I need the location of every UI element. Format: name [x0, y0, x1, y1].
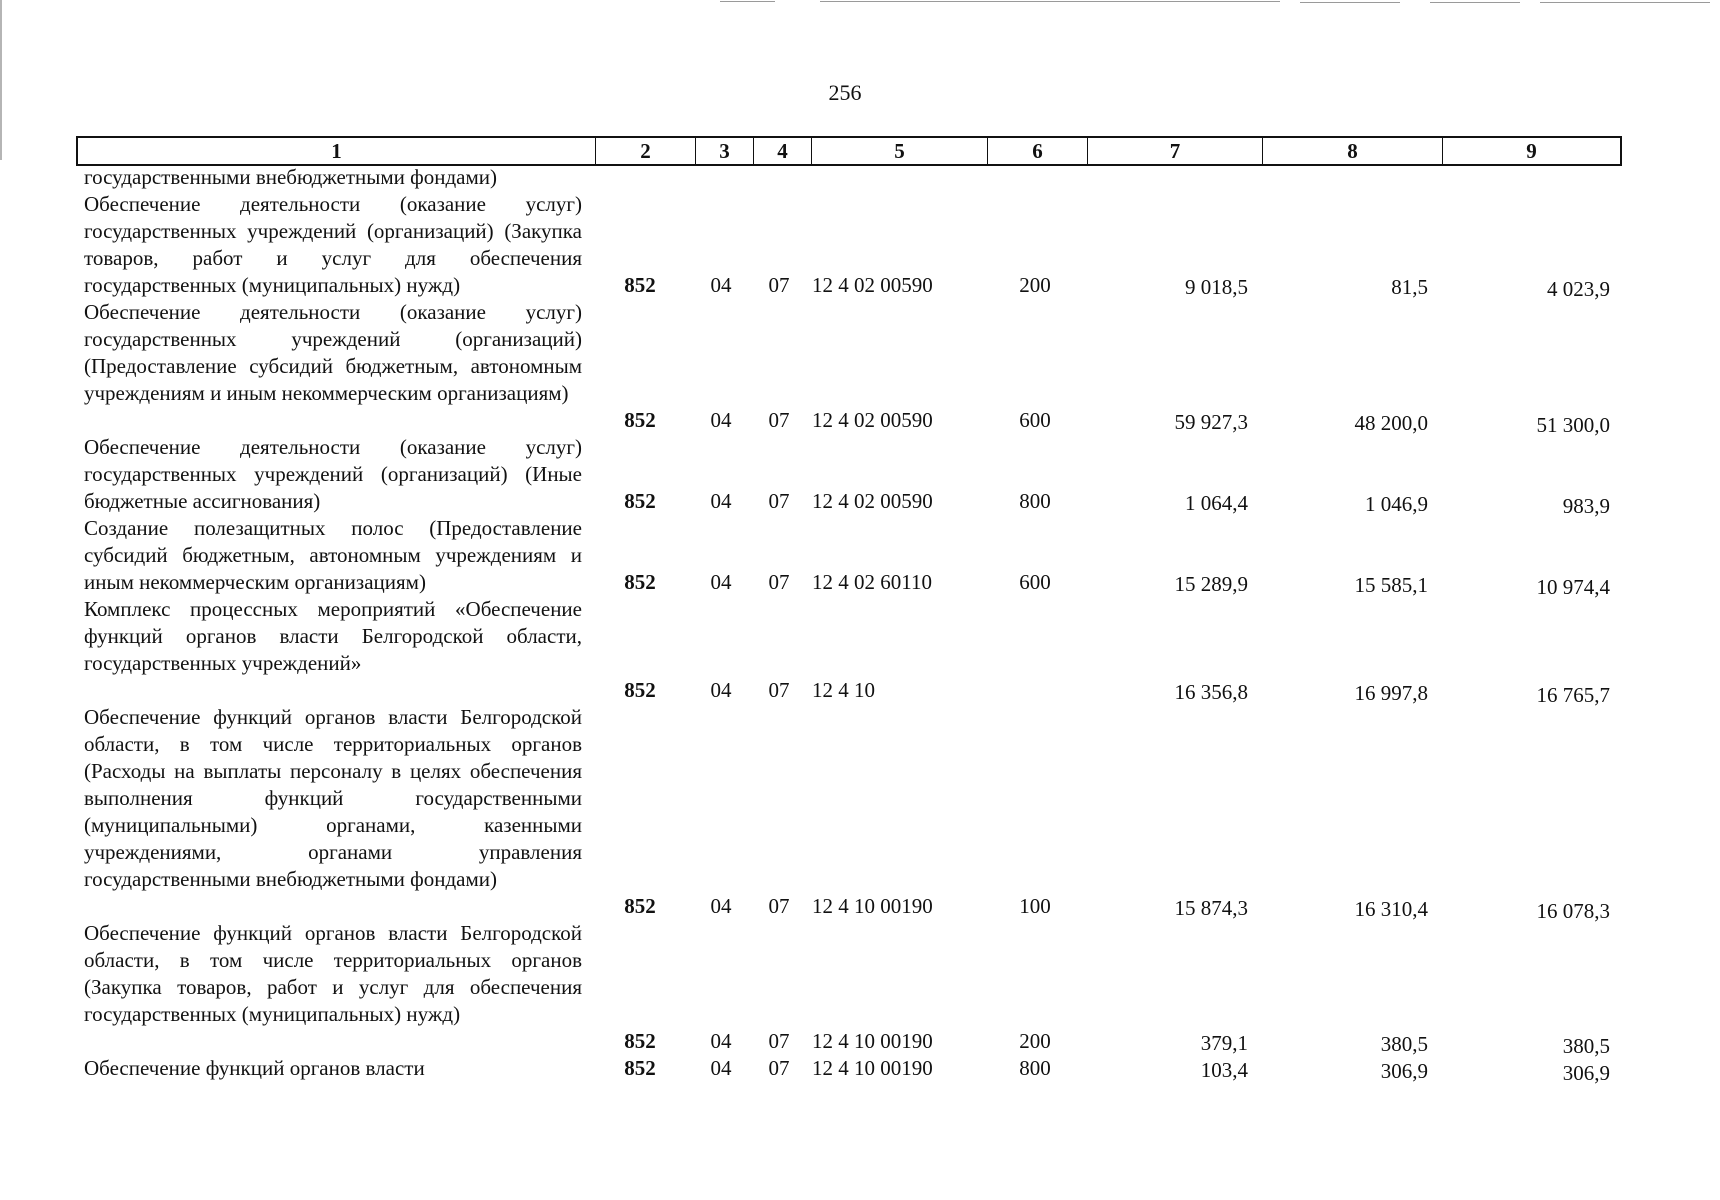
- scan-line: [820, 1, 1280, 2]
- cell-col-9: 380,5: [1562, 1034, 1610, 1058]
- cell-col-8: 15 585,1: [1354, 573, 1428, 597]
- header-cell-5: 5: [812, 138, 988, 164]
- cell-col-9: 4 023,9: [1547, 277, 1610, 301]
- cell-col-6: 200: [1019, 273, 1051, 297]
- row-description: Комплекс процессных мероприятий «Обеспечение функций органов власти Белгородской области, государственных учреждений»: [84, 597, 582, 675]
- cell-col-7: 1 064,4: [1185, 491, 1248, 515]
- cell-col-5: 12 4 02 00590: [812, 489, 933, 513]
- row-description: Обеспечение деятельности (оказание услуг) государственных учреждений (организаций) (Предоставление субсидий бюджетным, автономным учреждениям и иным некоммерческим организациям): [84, 300, 582, 405]
- cell-col-3: 04: [710, 408, 732, 432]
- header-cell-3: 3: [696, 138, 754, 164]
- cell-col-5: 12 4 10 00190: [812, 894, 933, 918]
- cell-col-9: 16 078,3: [1536, 899, 1610, 923]
- cell-col-5: 12 4 10: [812, 678, 875, 702]
- header-cell-2: 2: [596, 138, 696, 164]
- cell-col-2: 852: [624, 489, 656, 513]
- cell-col-6: 200: [1019, 1029, 1051, 1053]
- header-cell-7: 7: [1088, 138, 1263, 164]
- cell-col-6: 600: [1019, 408, 1051, 432]
- cell-col-8: 380,5: [1380, 1032, 1428, 1056]
- cell-col-8: 48 200,0: [1354, 411, 1428, 435]
- cell-col-9: 16 765,7: [1536, 683, 1610, 707]
- cell-col-2: 852: [624, 570, 656, 594]
- cell-col-2: 852: [624, 1056, 656, 1080]
- row-description: Обеспечение деятельности (оказание услуг) государственных учреждений (организаций) (Закупка товаров, работ и услуг для обеспечения государственных (муниципальных) нужд): [84, 192, 582, 297]
- cell-col-4: 07: [768, 489, 790, 513]
- cell-col-8: 306,9: [1380, 1059, 1428, 1083]
- row-description: Обеспечение функций органов власти: [84, 1056, 425, 1080]
- scan-line: [1430, 2, 1520, 3]
- scan-line: [720, 1, 775, 2]
- cell-col-7: 59 927,3: [1174, 410, 1248, 434]
- cell-col-8: 16 997,8: [1354, 681, 1428, 705]
- cell-col-5: 12 4 10 00190: [812, 1029, 933, 1053]
- cell-col-3: 04: [710, 489, 732, 513]
- cell-col-7: 379,1: [1200, 1031, 1248, 1055]
- cell-col-4: 07: [768, 1029, 790, 1053]
- cell-col-8: 81,5: [1391, 275, 1428, 299]
- cell-col-3: 04: [710, 678, 732, 702]
- cell-col-5: 12 4 02 00590: [812, 408, 933, 432]
- cell-col-7: 9 018,5: [1185, 275, 1248, 299]
- cell-col-4: 07: [768, 678, 790, 702]
- cell-col-6: 800: [1019, 489, 1051, 513]
- cell-col-6: 600: [1019, 570, 1051, 594]
- cell-col-7: 15 289,9: [1174, 572, 1248, 596]
- row-description: Обеспечение функций органов власти Белгородской области, в том числе территориальных органов (Расходы на выплаты персоналу в целях обеспечения выполнения функций государственными (муниципальными) органами, казенными учреждениями, органами управления государственными внебюджетными фондами): [84, 705, 582, 891]
- table-header: [76, 136, 1622, 166]
- cell-col-4: 07: [768, 273, 790, 297]
- cell-col-6: 100: [1019, 894, 1051, 918]
- cell-col-7: 16 356,8: [1174, 680, 1248, 704]
- cell-col-9: 51 300,0: [1536, 413, 1610, 437]
- header-cell-6: 6: [988, 138, 1088, 164]
- cell-col-9: 306,9: [1562, 1061, 1610, 1085]
- cell-col-9: 983,9: [1562, 494, 1610, 518]
- row-description: Создание полезащитных полос (Предоставление субсидий бюджетным, автономным учреждениям и иным некоммерческим организациям): [84, 516, 582, 594]
- cell-col-2: 852: [624, 1029, 656, 1053]
- cell-col-3: 04: [710, 273, 732, 297]
- cell-col-2: 852: [624, 678, 656, 702]
- cell-col-4: 07: [768, 408, 790, 432]
- header-cell-8: 8: [1263, 138, 1443, 164]
- cell-col-2: 852: [624, 273, 656, 297]
- cell-col-2: 852: [624, 894, 656, 918]
- scan-edge: [0, 0, 2, 160]
- cell-col-9: 10 974,4: [1536, 575, 1610, 599]
- cell-col-8: 1 046,9: [1365, 492, 1428, 516]
- cell-col-3: 04: [710, 570, 732, 594]
- cell-col-3: 04: [710, 1056, 732, 1080]
- scan-line: [1300, 2, 1400, 3]
- page-number: 256: [828, 80, 862, 105]
- cell-col-7: 15 874,3: [1174, 896, 1248, 920]
- cell-col-5: 12 4 02 60110: [812, 570, 932, 594]
- cell-col-4: 07: [768, 1056, 790, 1080]
- cell-col-4: 07: [768, 894, 790, 918]
- cell-col-3: 04: [710, 1029, 732, 1053]
- cell-col-4: 07: [768, 570, 790, 594]
- cell-col-5: 12 4 10 00190: [812, 1056, 933, 1080]
- cell-col-7: 103,4: [1200, 1058, 1248, 1082]
- header-cell-1: 1: [78, 138, 596, 164]
- cell-col-6: 800: [1019, 1056, 1051, 1080]
- row-description: Обеспечение функций органов власти Белгородской области, в том числе территориальных органов (Закупка товаров, работ и услуг для обеспечения государственных (муниципальных) нужд): [84, 921, 582, 1026]
- row-description: государственными внебюджетными фондами): [84, 165, 498, 189]
- row-description: Обеспечение деятельности (оказание услуг) государственных учреждений (организаций) (Иные бюджетные ассигнования): [84, 435, 582, 513]
- header-cell-9: 9: [1526, 139, 1537, 163]
- cell-col-2: 852: [624, 408, 656, 432]
- header-cell-4: 4: [754, 138, 812, 164]
- scan-line: [1540, 2, 1710, 3]
- cell-col-3: 04: [710, 894, 732, 918]
- cell-col-5: 12 4 02 00590: [812, 273, 933, 297]
- cell-col-8: 16 310,4: [1354, 897, 1428, 921]
